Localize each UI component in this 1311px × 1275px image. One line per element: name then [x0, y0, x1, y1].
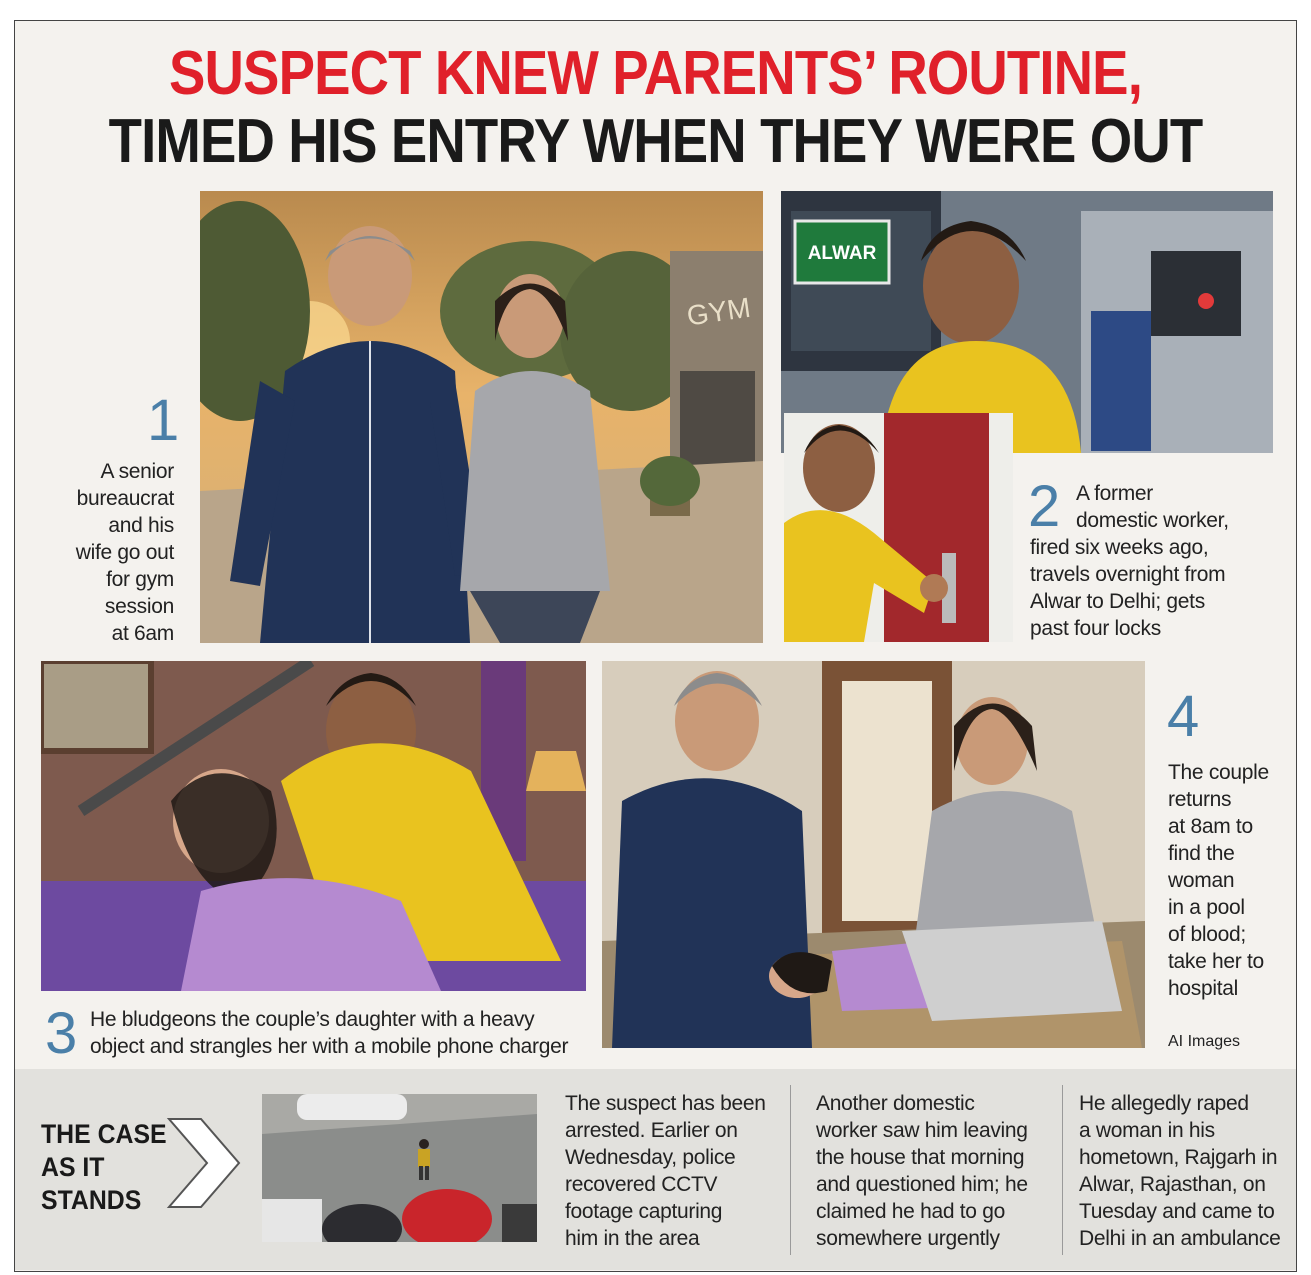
caption-line: Alwar to Delhi; gets	[1030, 590, 1205, 613]
panel-1-number: 1	[147, 388, 180, 453]
case-label-line: AS IT	[41, 1152, 105, 1182]
caption-line: find the	[1168, 842, 1235, 865]
panel-1-illustration	[200, 191, 763, 643]
panel-4-illustration	[602, 661, 1145, 1048]
alwar-road-sign	[795, 221, 889, 283]
case-text-line: He allegedly raped	[1079, 1092, 1249, 1115]
case-text-line: hometown, Rajgarh in	[1079, 1146, 1278, 1169]
caption-line: A former	[1076, 482, 1153, 505]
caption-line: fired six weeks ago,	[1030, 536, 1209, 559]
case-label-line: THE CASE	[41, 1119, 167, 1149]
caption-line: and his	[108, 514, 174, 537]
panel-4-number: 4	[1167, 684, 1200, 749]
column-divider	[1062, 1085, 1063, 1255]
panel-3-illustration	[41, 661, 586, 991]
panel-3-number: 3	[45, 1001, 78, 1066]
panel-2-caption	[1028, 474, 1300, 642]
column-divider	[790, 1085, 791, 1255]
panel-4-caption	[1168, 759, 1293, 1002]
svg-text:ALWAR: ALWAR	[807, 243, 877, 264]
case-text-line: Alwar, Rajasthan, on	[1079, 1173, 1266, 1196]
case-label-line: STANDS	[41, 1185, 142, 1215]
case-text-line: footage capturing	[565, 1200, 723, 1223]
case-label	[41, 1118, 167, 1217]
panel-2-lock-illustration	[784, 413, 1013, 642]
caption-line: travels overnight from	[1030, 563, 1226, 586]
case-text-line: worker saw him leaving	[816, 1119, 1028, 1142]
caption-line: bureaucrat	[76, 487, 174, 510]
headline-line-2: TIMED HIS ENTRY WHEN THEY WERE OUT	[108, 107, 1203, 176]
caption-line: past four locks	[1030, 617, 1161, 640]
caption-line: at 8am to	[1168, 815, 1253, 838]
caption-line: of blood;	[1168, 923, 1246, 946]
caption-line: in a pool	[1168, 896, 1245, 919]
caption-line: at 6am	[111, 622, 174, 645]
case-text-line: claimed he had to go	[816, 1200, 1005, 1223]
caption-line: woman	[1168, 869, 1235, 892]
panel-3-caption	[90, 1006, 590, 1060]
panel-2-number: 2	[1028, 474, 1061, 539]
chevron-right-icon	[165, 1117, 243, 1209]
caption-line: wife go out	[75, 541, 174, 564]
caption-line: object and strangles her with a mobile phone charger	[90, 1035, 569, 1058]
caption-line: He bludgeons the couple’s daughter with a heavy	[90, 1008, 535, 1031]
case-text-line: and questioned him; he	[816, 1173, 1028, 1196]
case-text-line: Another domestic	[816, 1092, 975, 1115]
caption-line: hospital	[1168, 977, 1238, 1000]
svg-text:GYM: GYM	[684, 291, 753, 332]
image-credit: AI Images	[1168, 1033, 1241, 1050]
cctv-footage-image	[262, 1094, 537, 1242]
caption-line: A senior	[100, 460, 174, 483]
case-text-line: somewhere urgently	[816, 1227, 1000, 1250]
case-text-line: the house that morning	[816, 1146, 1025, 1169]
case-text-line: The suspect has been	[565, 1092, 766, 1115]
case-column-3	[1079, 1090, 1294, 1252]
case-text-line: a woman in his	[1079, 1119, 1215, 1142]
case-text-line: Delhi in an ambulance	[1079, 1227, 1281, 1250]
case-column-1	[565, 1090, 785, 1252]
caption-line: returns	[1168, 788, 1232, 811]
caption-line: take her to	[1168, 950, 1264, 973]
case-text-line: recovered CCTV	[565, 1173, 718, 1196]
case-column-2	[816, 1090, 1051, 1252]
caption-line: for gym	[106, 568, 174, 591]
caption-line: The couple	[1168, 761, 1269, 784]
case-text-line: Wednesday, police	[565, 1146, 736, 1169]
headline-line-1: SUSPECT KNEW PARENTS’ ROUTINE,	[169, 39, 1142, 108]
caption-line: domestic worker,	[1076, 509, 1229, 532]
case-text-line: arrested. Earlier on	[565, 1119, 738, 1142]
caption-line: session	[104, 595, 174, 618]
case-text-line: Tuesday and came to	[1079, 1200, 1275, 1223]
panel-1-caption	[40, 458, 174, 647]
case-text-line: him in the area	[565, 1227, 700, 1250]
